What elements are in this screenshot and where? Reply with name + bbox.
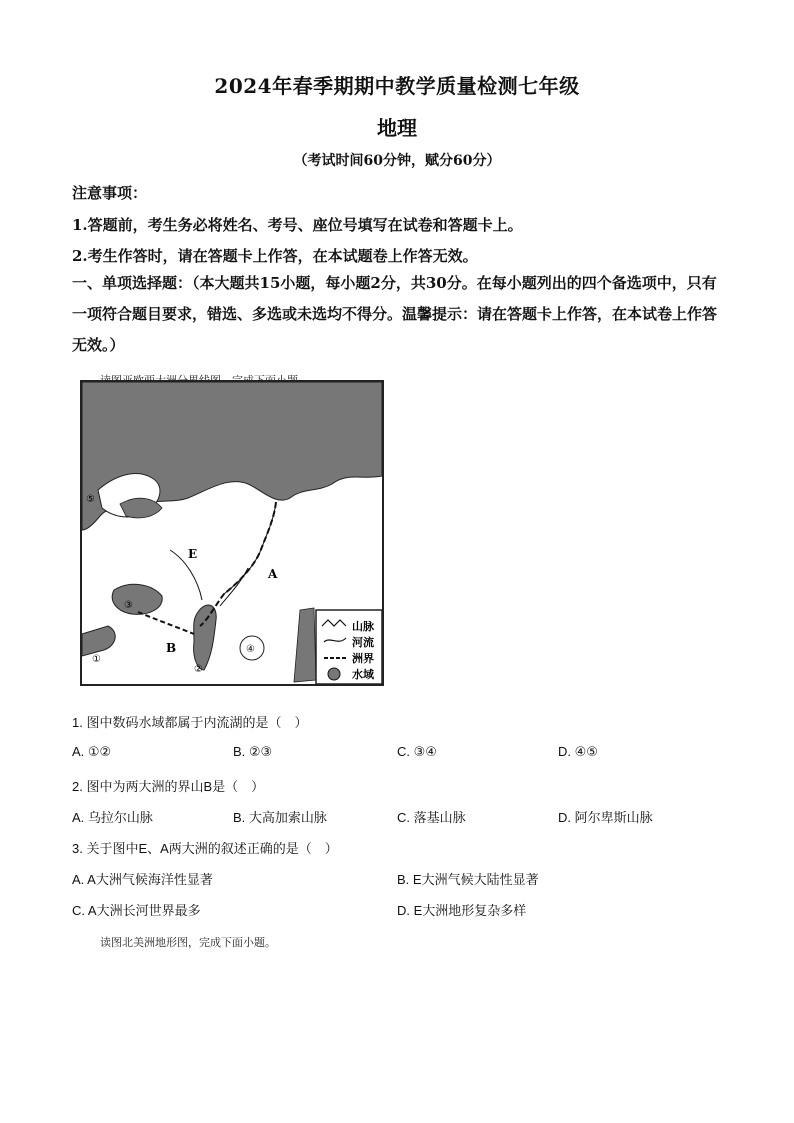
label-lake-3: ③ bbox=[124, 600, 133, 611]
legend-water-label: 水域 bbox=[352, 668, 374, 681]
q3-option-a[interactable]: A. A大洲气候海洋性显著 bbox=[72, 872, 213, 887]
note-item: 1.答题前，考生务必将姓名、考号、座位号填写在试卷和答题卡上。 bbox=[72, 216, 523, 234]
label-E: E bbox=[188, 547, 198, 561]
q1-option-a[interactable]: A. ①② bbox=[72, 744, 112, 759]
label-B: B bbox=[166, 641, 177, 655]
section-instructions: 一、单项选择题：（本大题共15小题，每小题2分，共30分。在每小题列出的四个备选项中，只有一项符合题目要求，错选、多选或未选均不得分。温馨提示：请在答题卡上作答，在本试卷上作答无效。） bbox=[72, 274, 718, 354]
label-lake-5: ⑤ bbox=[86, 494, 95, 505]
label-A: A bbox=[268, 567, 278, 581]
q3-option-b[interactable]: B. E大洲气候大陆性显著 bbox=[397, 872, 539, 887]
q1-option-c[interactable]: C. ③④ bbox=[397, 744, 437, 759]
map-intro-2: 读图北美洲地形图，完成下面小题。 bbox=[100, 936, 276, 949]
q3-option-d[interactable]: D. E大洲地形复杂多样 bbox=[397, 903, 527, 918]
legend-river-label: 河流 bbox=[352, 636, 374, 649]
legend-boundary-label: 洲界 bbox=[352, 652, 374, 665]
note-item: 2.考生作答时，请在答题卡上作答，在本试题卷上作答无效。 bbox=[72, 247, 478, 265]
label-lake-2: ② bbox=[194, 664, 203, 675]
q2-option-a[interactable]: A. 乌拉尔山脉 bbox=[72, 810, 153, 825]
question-1-stem: 1. 图中数码水域都属于内流湖的是（ ） bbox=[72, 715, 308, 730]
legend-mountain-label: 山脉 bbox=[352, 620, 374, 633]
label-lake-1: ① bbox=[92, 654, 101, 665]
q2-option-c[interactable]: C. 落基山脉 bbox=[397, 810, 466, 825]
subject-title: 地理 bbox=[377, 116, 417, 140]
q2-option-b[interactable]: B. 大高加索山脉 bbox=[233, 810, 327, 825]
q1-option-b[interactable]: B. ②③ bbox=[233, 744, 273, 759]
notes-heading: 注意事项： bbox=[72, 184, 148, 202]
q1-option-d[interactable]: D. ④⑤ bbox=[558, 744, 598, 759]
q3-option-c[interactable]: C. A大洲长河世界最多 bbox=[72, 903, 201, 918]
time-info: （考试时间60分钟，赋分60分） bbox=[293, 153, 501, 169]
water-icon bbox=[328, 668, 340, 680]
q2-option-d[interactable]: D. 阿尔卑斯山脉 bbox=[558, 810, 653, 825]
question-2-stem: 2. 图中为两大洲的界山B是（ ） bbox=[72, 779, 265, 794]
question-3-stem: 3. 关于图中E、A两大洲的叙述正确的是（ ） bbox=[72, 841, 338, 856]
label-lake-4: ④ bbox=[246, 644, 255, 655]
eurasia-boundary-map bbox=[80, 380, 384, 686]
exam-title: 2024年春季期期中教学质量检测七年级 bbox=[214, 74, 580, 98]
